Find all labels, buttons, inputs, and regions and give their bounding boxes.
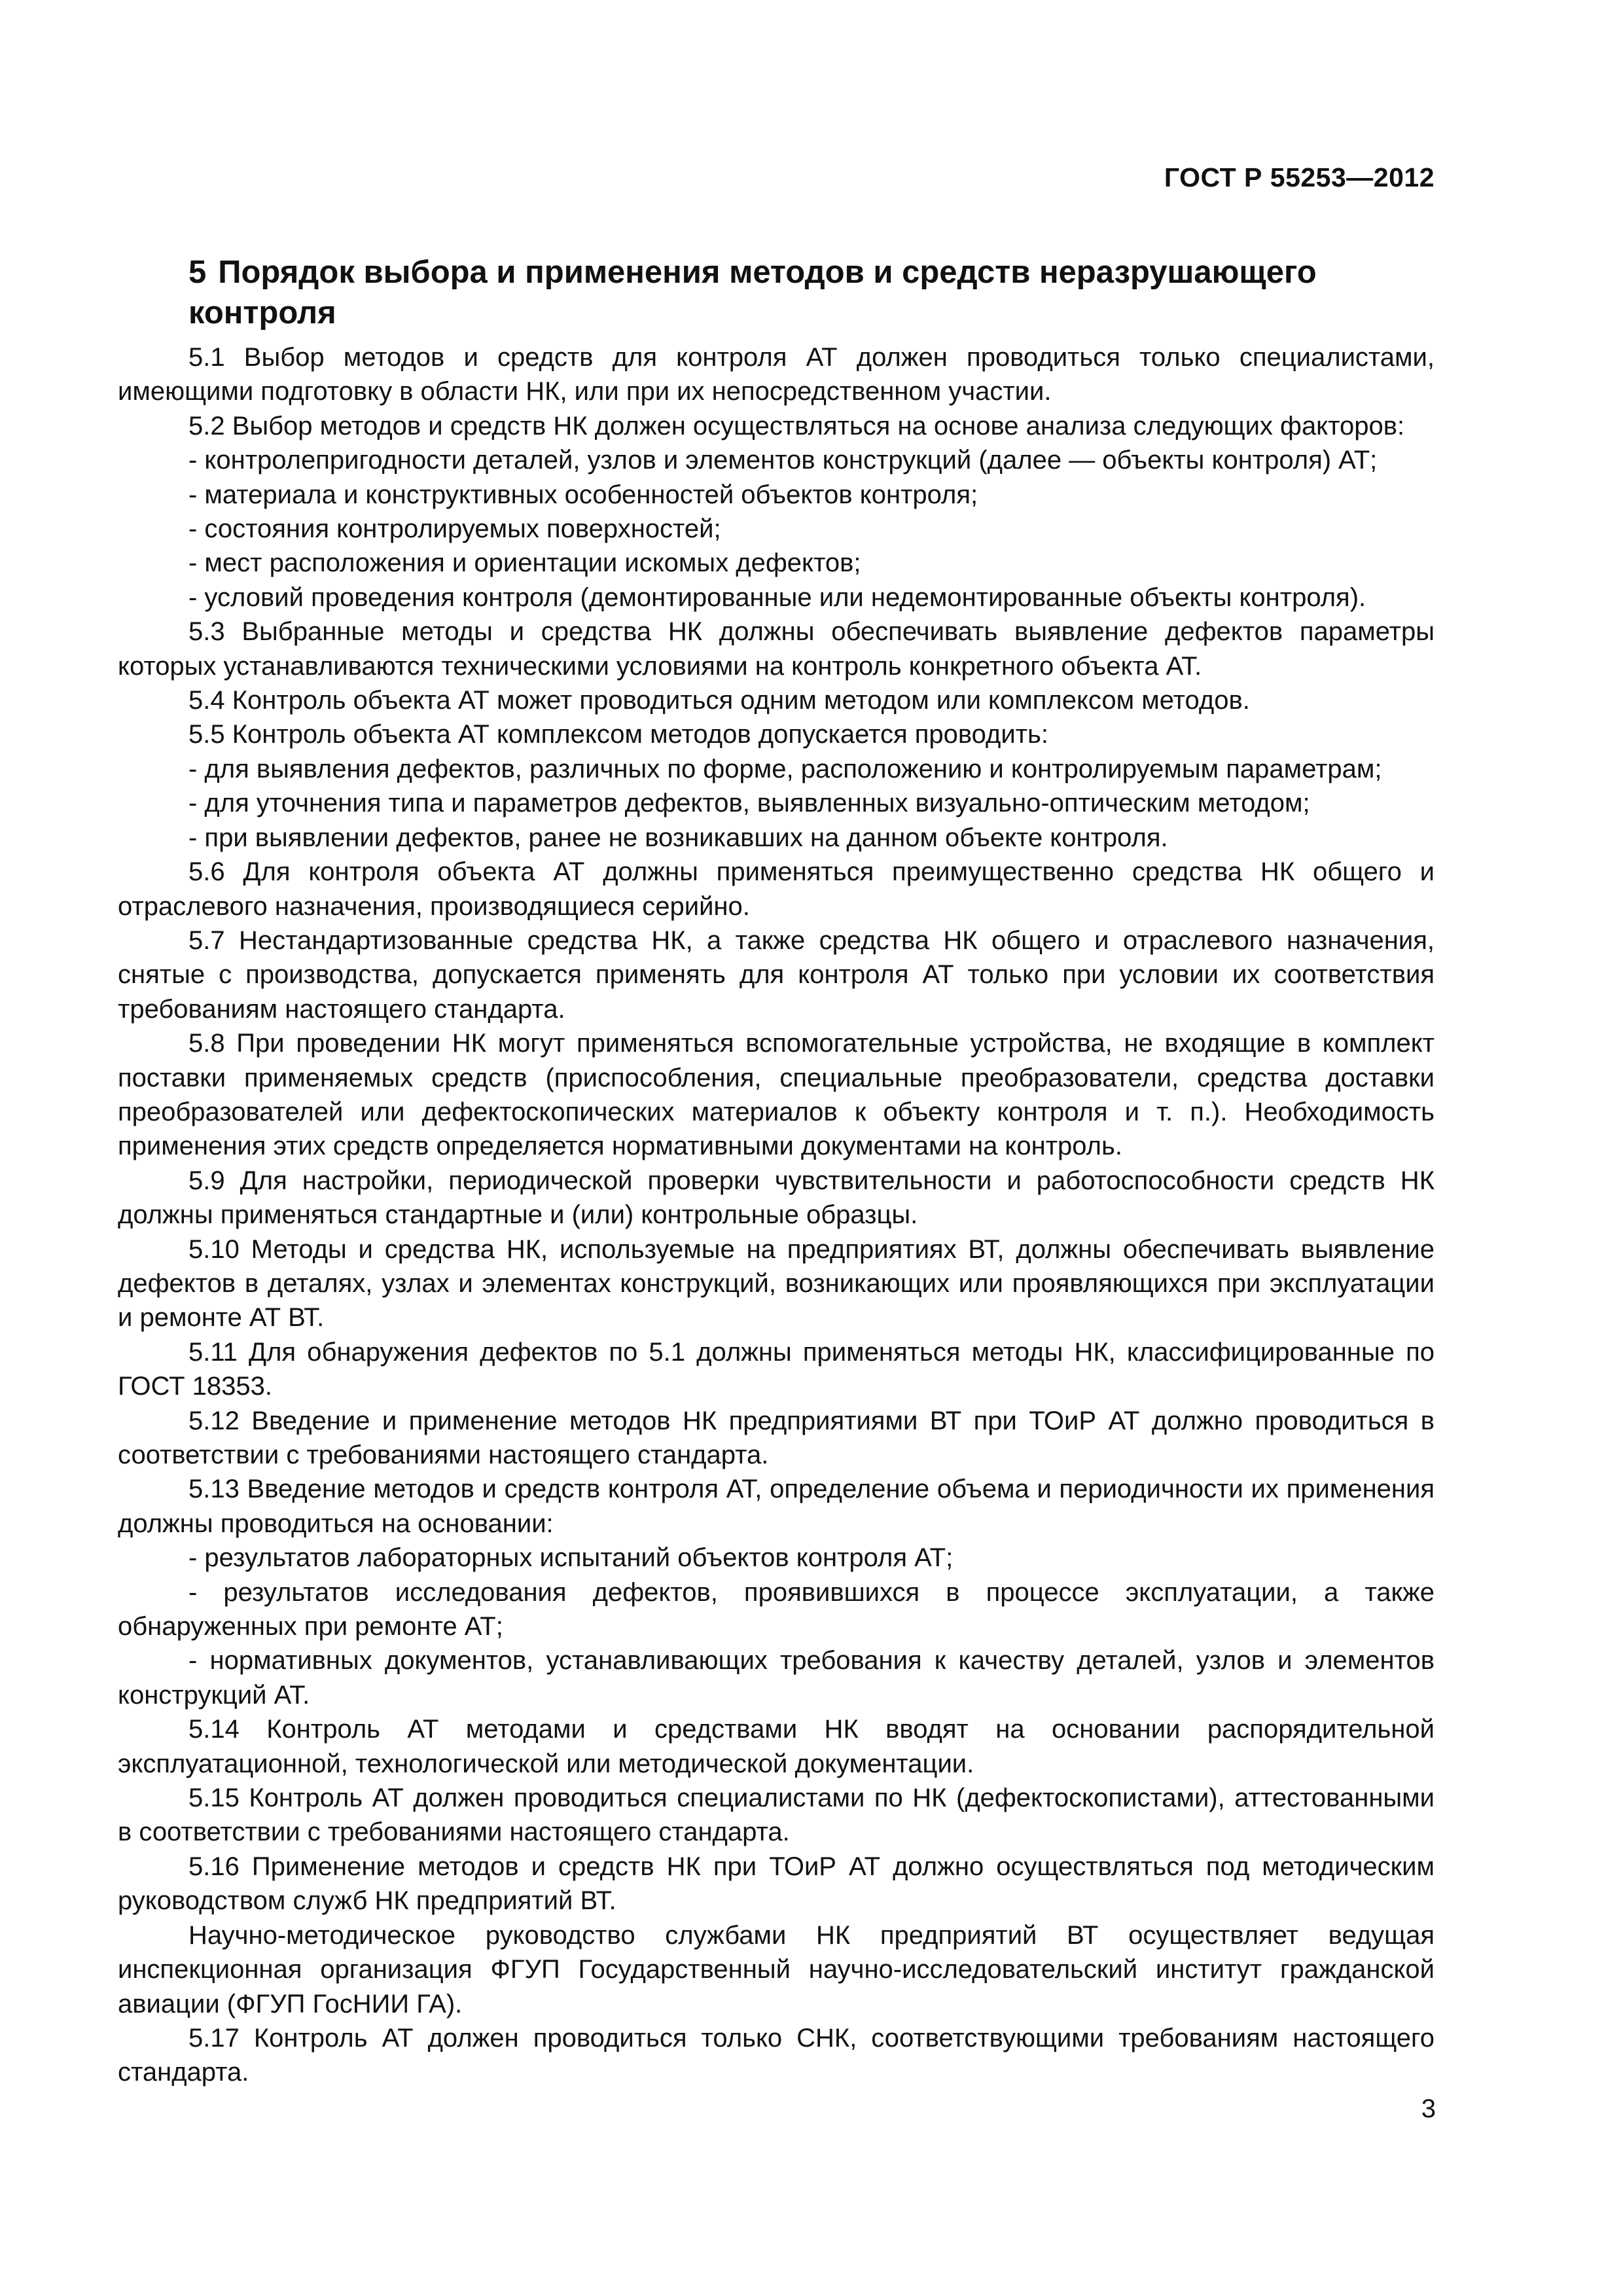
list-item: - материала и конструктивных особенностей объектов контроля; <box>188 480 978 509</box>
list-item: - для выявления дефектов, различных по форме, расположению и контролируемым параметрам; <box>188 754 1382 783</box>
paragraph-5-6: 5.6 Для контроля объекта АТ должны применяться преимущественно средства НК общего и отраслевого назначения, производящиеся серийно. <box>118 857 1435 921</box>
page-number: 3 <box>1421 2094 1436 2123</box>
paragraph-5-11: 5.11 Для обнаружения дефектов по 5.1 должны применяться методы НК, классифицированные по ГОСТ 18353. <box>118 1337 1435 1401</box>
section-title <box>188 252 1366 333</box>
paragraph-5-17: 5.17 Контроль АТ должен проводиться только СНК, соответствующими требованиям настоящего стандарта. <box>118 2023 1435 2087</box>
paragraph-5-9: 5.9 Для настройки, периодической проверки чувствительности и работоспособности средств НК должны применяться стандартные и (или) контрольные образцы. <box>118 1166 1435 1230</box>
list-item: - условий проведения контроля (демонтированные или недемонтированные объекты контроля). <box>188 583 1366 612</box>
paragraph-5-5: 5.5 Контроль объекта АТ комплексом методов допускается проводить: <box>188 720 1049 749</box>
list-item: - результатов лабораторных испытаний объектов контроля АТ; <box>188 1543 954 1573</box>
document-id-header: ГОСТ Р 55253—2012 <box>1164 162 1435 192</box>
paragraph-5-12: 5.12 Введение и применение методов НК предприятиями ВТ при ТОиР АТ должно проводиться в соответствии с требованиями настоящего стандарта. <box>118 1406 1435 1469</box>
paragraph-5-13: 5.13 Введение методов и средств контроля АТ, определение объема и периодичности их применения должны проводиться на основании: <box>118 1475 1435 1538</box>
paragraph-5-2: 5.2 Выбор методов и средств НК должен осуществляться на основе анализа следующих факторов: <box>188 411 1405 440</box>
paragraph-5-14: 5.14 Контроль АТ методами и средствами НК вводят на основании распорядительной эксплуатационной, технологической или методической документации. <box>118 1715 1435 1778</box>
paragraph-5-3: 5.3 Выбранные методы и средства НК должны обеспечивать выявление дефектов параметры которых устанавливаются техническими условиями на контроль конкретного объекта АТ. <box>118 617 1435 681</box>
paragraph-5-10: 5.10 Методы и средства НК, используемые на предприятиях ВТ, должны обеспечивать выявление дефектов в деталях, узлах и элементах конструкций, возникающих или проявляющихся при эксплуатации и ремонте АТ ВТ. <box>118 1234 1435 1333</box>
paragraph-5-16: 5.16 Применение методов и средств НК при ТОиР АТ должно осуществляться под методическим руководством служб НК предприятий ВТ. <box>118 1852 1435 1916</box>
paragraph-5-1: 5.1 Выбор методов и средств для контроля АТ должен проводиться только специалистами, имеющими подготовку в области НК, или при их непосредственном участии. <box>118 343 1435 406</box>
section-body <box>118 340 1435 2090</box>
paragraph-5-15: 5.15 Контроль АТ должен проводиться специалистами по НК (дефектоскопистами), аттестованными в соответствии с требованиями настоящего стандарта. <box>118 1784 1435 1847</box>
list-item: - при выявлении дефектов, ранее не возникавших на данном объекте контроля. <box>188 823 1168 852</box>
section-title-text: Порядок выбора и применения методов и средств неразрушающего контроля <box>188 254 1317 331</box>
paragraph-5-7: 5.7 Нестандартизованные средства НК, а также средства НК общего и отраслевого назначения, снятые с производства, допускается применять для контроля АТ только при условии их соответствия требованиям настоящего стандарта. <box>118 925 1435 1024</box>
list-item: - для уточнения типа и параметров дефектов, выявленных визуально-оптическим методом; <box>188 789 1310 818</box>
paragraph-5-8: 5.8 При проведении НК могут применяться вспомогательные устройства, не входящие в комплект поставки применяемых средств (приспособления, специальные преобразователи, средства доставки преобразователей или дефектоскопических материалов к объекту контроля и т. п.). Необходимость применения этих средств определяется нормативными документами на контроль. <box>118 1029 1435 1161</box>
list-item: - состояния контролируемых поверхностей; <box>188 514 721 544</box>
list-item: - результатов исследования дефектов, проявившихся в процессе эксплуатации, а также обнаруженных при ремонте АТ; <box>118 1577 1435 1641</box>
paragraph-scientific-guidance: Научно-методическое руководство службами НК предприятий ВТ осуществляет ведущая инспекционная организация ФГУП Государственный научно-исследовательский институт гражданской авиации (ФГУП ГосНИИ ГА). <box>118 1920 1435 2018</box>
list-item: - нормативных документов, устанавливающих требования к качеству деталей, узлов и элементов конструкций АТ. <box>118 1646 1435 1710</box>
section-number: 5 <box>188 254 207 290</box>
list-item: - контролепригодности деталей, узлов и элементов конструкций (далее — объекты контроля) АТ; <box>188 446 1378 475</box>
list-item: - мест расположения и ориентации искомых дефектов; <box>188 548 861 578</box>
paragraph-5-4: 5.4 Контроль объекта АТ может проводиться одним методом или комплексом методов. <box>188 686 1250 715</box>
